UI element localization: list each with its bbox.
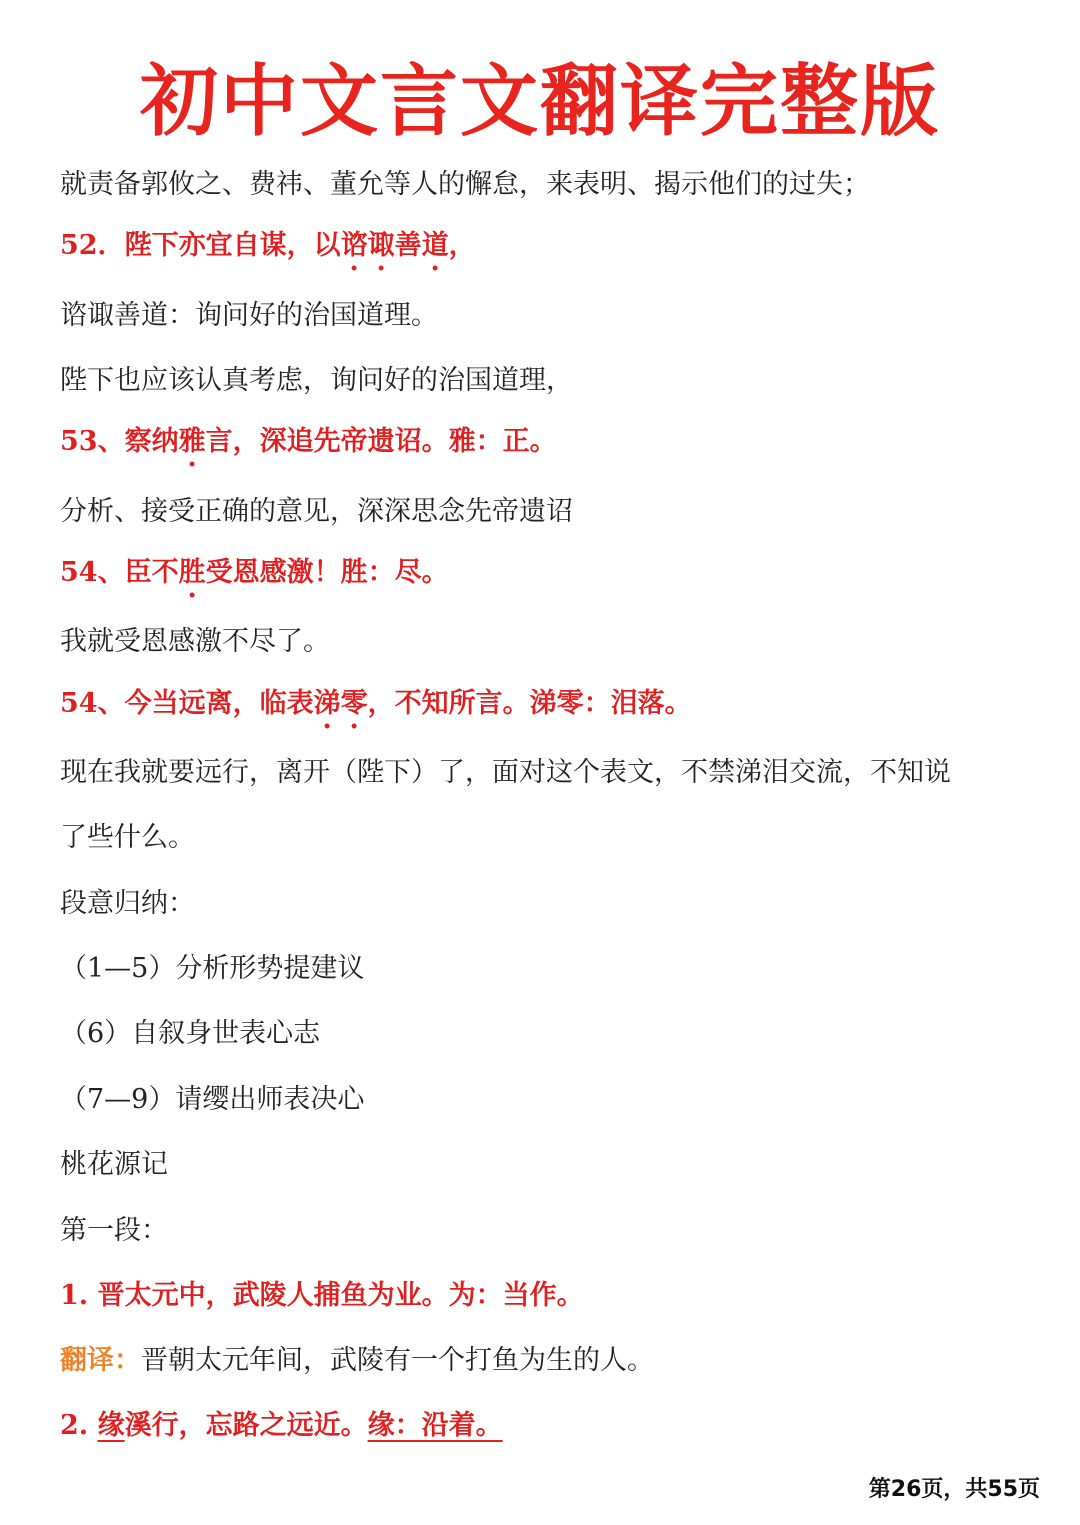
question-54b bbox=[60, 684, 692, 735]
q53-text: 言，深追先帝遗诏。雅：正。 bbox=[205, 426, 557, 457]
q54b-key: 涕零 bbox=[313, 688, 368, 719]
q52-text: 52．陛下亦宜自谋，以 bbox=[60, 230, 341, 261]
text-line: 我就受恩感激不尽了。 bbox=[60, 626, 330, 657]
text-line: 第一段： bbox=[60, 1215, 168, 1246]
text-line: 了些什么。 bbox=[60, 822, 195, 853]
translation-line bbox=[60, 1341, 654, 1381]
text-line: 段意归纳： bbox=[60, 888, 195, 919]
question-1: 1. 晋太元中，武陵人捕鱼为业。为：当作。 bbox=[60, 1280, 584, 1311]
q53-key: 雅 bbox=[178, 426, 206, 457]
q53-text: 53、察纳 bbox=[60, 426, 179, 457]
page-title: 初中文言文翻译完整版 bbox=[139, 57, 940, 147]
translation-text: 晋朝太元年间，武陵有一个打鱼为生的人。 bbox=[141, 1345, 654, 1376]
q54-text: 受恩感激！胜：尽。 bbox=[205, 557, 449, 588]
q52-text: 善 bbox=[394, 230, 422, 261]
q54b-text: ，不知所言。涕零：泪落。 bbox=[367, 688, 692, 719]
text-line: 陛下也应该认真考虑，询问好的治国道理， bbox=[60, 365, 573, 396]
text-line: 就责备郭攸之、费祎、董允等人的懈怠，来表明、揭示他们的过失； bbox=[60, 169, 870, 200]
question-54 bbox=[60, 553, 449, 604]
text-line: （1—5）分析形势提建议 bbox=[60, 953, 365, 984]
q52-key: 道， bbox=[421, 230, 476, 261]
q54b-text: 54、今当远离，临表 bbox=[60, 688, 314, 719]
q2-text: 溪行，忘路之远近。 bbox=[124, 1410, 368, 1441]
q2-text: 2. bbox=[60, 1410, 98, 1441]
q2-note: 缘：沿着。 bbox=[367, 1410, 503, 1441]
translation-label: 翻译： bbox=[60, 1345, 141, 1376]
text-line: 现在我就要远行，离开（陛下）了，面对这个表文，不禁涕泪交流，不知说 bbox=[60, 757, 951, 788]
page-number: 第26页，共55页 bbox=[868, 1477, 1040, 1502]
question-2 bbox=[60, 1406, 503, 1446]
text-line: 分析、接受正确的意见，深深思念先帝遗诏 bbox=[60, 496, 573, 527]
q54-key: 胜 bbox=[178, 557, 206, 588]
question-53 bbox=[60, 422, 557, 473]
text-line: 桃花源记 bbox=[60, 1149, 168, 1180]
text-line: 谘诹善道：询问好的治国道理。 bbox=[60, 300, 438, 331]
q52-key: 谘诹 bbox=[340, 230, 395, 261]
q54-text: 54、臣不 bbox=[60, 557, 179, 588]
text-line: （7—9）请缨出师表决心 bbox=[60, 1084, 365, 1115]
q2-key: 缘 bbox=[97, 1410, 125, 1441]
question-52 bbox=[60, 226, 476, 277]
text-line: （6）自叙身世表心志 bbox=[60, 1018, 321, 1049]
